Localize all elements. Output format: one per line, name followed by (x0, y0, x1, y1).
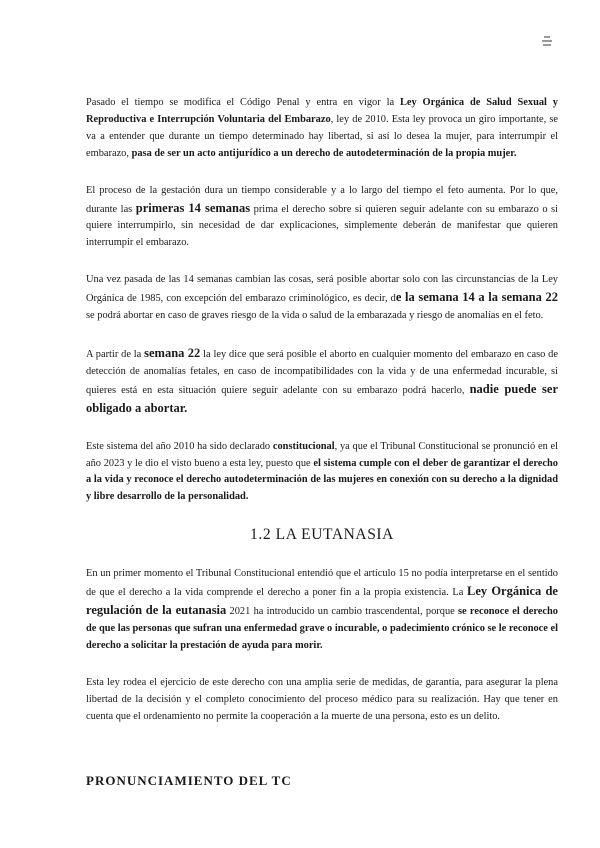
paragraph-group-2 (86, 566, 558, 725)
emphasis-large-text: Ley Orgánica de regulación de la eutanasia (86, 584, 558, 618)
emphasis-large-text: primeras 14 semanas (135, 200, 251, 215)
bold-text: el sistema cumple con el deber de garantizar el derecho a la vida y reconoce el derecho autodeterminación de las mujeres en conexión con su derecho a la dignidad y libre desarrollo de la personalidad. (86, 457, 558, 503)
text-run: Este sistema del año 2010 ha sido declarado (86, 440, 273, 452)
document-page (86, 95, 558, 789)
text-run: , ley de 2010. Esta ley provoca un giro importante, se va a entender que durante un tiempo determinado hay libertad, si así lo desea la mujer, para interrumpir el embarazo, (86, 113, 558, 159)
paragraph (86, 345, 558, 419)
bold-text: Ley Orgánica de Salud Sexual y Reproductiva e Interrupción Voluntaria del Embarazo (86, 97, 558, 125)
bold-text: se reconoce el derecho de que las personas que sufran una enfermedad grave o incurable, o padecimiento crónico se le reconoce el derecho a solicitar la prestación de ayuda para morir. (86, 606, 558, 651)
page-corner-mark (541, 36, 553, 50)
emphasis-large-text: nadie puede ser obligado a abortar. (86, 381, 558, 415)
paragraph (86, 439, 558, 507)
emphasis-large-text: semana 22 (144, 345, 201, 360)
text-run: El proceso de la gestación dura un tiempo considerable y a lo largo del tiempo el feto aumenta. Por lo que, durante las (86, 184, 558, 215)
text-run: prima el derecho sobre si quieren seguir adelante con su embarazo o si quiere interrumpirlo, sin necesidad de dar explicaciones, simplemente deberán de manifestar que quieren interrumpir el embarazo. (86, 203, 558, 249)
text-run: la ley dice que será posible el aborto en cualquier momento del embarazo en caso de detección de anomalías fetales, en caso de incompatibilidades con la vida y de una enfermedad incurable, si quieres está en esta situación quiere seguir adelante con su embarazo podrá hacerlo, (86, 348, 558, 396)
text-run: , ya que el Tribunal Constitucional se pronunció en el año 2023 y le dio el visto bueno a esta ley, puesto que (86, 440, 559, 469)
text-run: 2021 ha introducido un cambio trascendental, porque (226, 606, 459, 618)
paragraph (86, 566, 558, 655)
paragraph (86, 272, 558, 325)
bold-text: constitucional (272, 440, 335, 452)
section-heading: 1.2 LA EUTANASIA (250, 526, 394, 544)
emphasis-large-text: e la semana 14 a la semana 22 (395, 290, 558, 305)
text-run: En un primer momento el Tribunal Constitucional entendió que el artículo 15 no podía interpretarse en el sentido de que el derecho a la vida comprende el derecho a poner fin a la propia existencia. La (86, 568, 558, 599)
paragraph (86, 675, 558, 726)
bold-text: pasa de ser un acto antijurídico a un derecho de autodeterminación de la propia mujer. (131, 147, 517, 159)
text-run: se podrá abortar en caso de graves riesgo de la vida o salud de la embarazada y riesgo de anomalías en el feto. (86, 310, 544, 322)
text-run: A partir de la (86, 348, 145, 360)
text-run: Esta ley rodea el ejercicio de este derecho con una amplia serie de medidas, de garantía, para asegurar la plena libertad de la decisión y el completo conocimiento del proceso médico para su realización. Hay que tener en cuenta que el ordenamiento no permite la cooperación a la muerte de una persona, esto es un delito. (86, 676, 558, 722)
text-run: Una vez pasada de las 14 semanas cambian las cosas, será posible abortar solo con las circunstancias de la Ley Orgánica de 1985, con excepción del embarazo criminológico, es decir, d (86, 274, 558, 305)
text-run: Pasado el tiempo se modifica el Código Penal y entra en vigor la (86, 97, 400, 108)
paragraph-group-1 (86, 95, 558, 506)
paragraph (86, 95, 558, 163)
paragraph (86, 183, 558, 253)
subsection-heading: PRONUNCIAMIENTO DEL TC (86, 773, 292, 789)
